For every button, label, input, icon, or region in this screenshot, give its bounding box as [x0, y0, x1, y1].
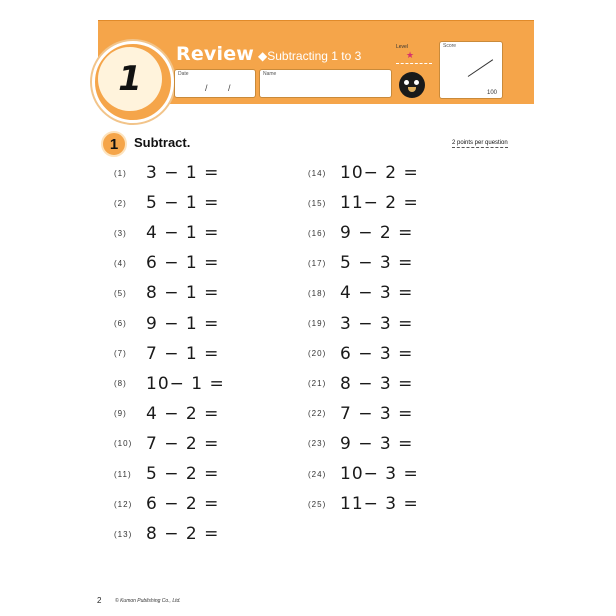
problem-expression: 10− 3 =: [340, 464, 419, 484]
problem-expression: 9 − 2 =: [340, 223, 414, 244]
problem-row: [308, 314, 413, 334]
problem-row: [114, 314, 219, 334]
score-label: Score: [443, 43, 457, 49]
problem-expression: 6 − 2 =: [146, 494, 220, 515]
problem-expression: 7 − 3 =: [340, 403, 414, 424]
problem-expression: 5 − 2 =: [146, 464, 220, 484]
section-title: Subtract.: [134, 135, 191, 150]
problem-expression: 10− 2 =: [340, 163, 419, 183]
problem-row: [308, 253, 413, 273]
problem-number: (2): [114, 198, 127, 208]
problem-row: [114, 464, 219, 484]
problem-expression: 4 − 1 =: [146, 223, 220, 244]
mascot-left-eye: [404, 80, 409, 85]
problem-number: (9): [114, 409, 127, 419]
copyright-notice: © Kumon Publishing Co., Ltd.: [115, 598, 181, 604]
problem-expression: 3 − 3 =: [340, 313, 414, 334]
review-title: Review: [176, 43, 255, 65]
problem-number: (8): [114, 379, 127, 389]
problem-row: [114, 434, 219, 454]
problem-number: (7): [114, 349, 127, 359]
problem-number: (25): [308, 499, 327, 509]
problem-row: [114, 344, 219, 364]
mascot-icon: [399, 72, 425, 98]
problem-number: (22): [308, 409, 327, 419]
problem-number: (16): [308, 228, 327, 238]
problem-number: (23): [308, 439, 327, 449]
problem-expression: 6 − 1 =: [146, 253, 220, 274]
problem-row: [308, 223, 413, 243]
mascot-mouth: [408, 87, 416, 92]
problem-row: [114, 494, 219, 514]
problem-number: (13): [114, 529, 133, 539]
name-field[interactable]: [259, 69, 392, 98]
problem-number: (5): [114, 288, 127, 298]
problem-expression: 3 − 1 =: [146, 163, 220, 183]
problem-number: (20): [308, 349, 327, 359]
problem-number: (24): [308, 469, 327, 479]
score-max: 100: [486, 90, 497, 96]
level-label: Level: [396, 44, 408, 50]
problem-row: [308, 404, 413, 424]
problem-row: [308, 434, 413, 454]
problem-row: [114, 524, 219, 544]
problem-number: (15): [308, 198, 327, 208]
problem-expression: 9 − 1 =: [146, 313, 220, 334]
problem-number: (4): [114, 258, 127, 268]
problem-row: [114, 223, 219, 243]
problem-expression: 6 − 3 =: [340, 343, 414, 364]
problem-number: (12): [114, 499, 133, 509]
unit-number: 1: [118, 59, 142, 99]
problem-row: [114, 253, 219, 273]
score-divider: [468, 59, 493, 77]
name-label: Name: [263, 71, 277, 77]
date-label: Date: [178, 71, 189, 77]
problem-number: (21): [308, 379, 327, 389]
problem-number: (10): [114, 439, 133, 449]
problem-expression: 4 − 2 =: [146, 403, 220, 424]
problem-expression: 11− 2 =: [340, 193, 419, 214]
problem-expression: 5 − 1 =: [146, 193, 220, 214]
problem-row: [114, 163, 219, 183]
unit-badge: [98, 47, 162, 111]
section-number-badge: 1: [101, 131, 127, 157]
level-divider: [396, 63, 432, 64]
score-field[interactable]: [439, 41, 503, 99]
problem-row: [308, 283, 413, 303]
problem-number: (3): [114, 228, 127, 238]
problem-number: (14): [308, 168, 327, 178]
problem-number: (1): [114, 168, 127, 178]
page-number: 2: [97, 596, 102, 605]
problem-number: (11): [114, 469, 132, 479]
problem-number: (6): [114, 319, 127, 328]
problem-row: [308, 344, 413, 364]
problem-row: [308, 163, 419, 183]
problem-expression: 5 − 3 =: [340, 253, 414, 274]
problem-expression: 8 − 3 =: [340, 373, 414, 394]
problem-expression: 11− 3 =: [340, 494, 419, 515]
level-star-icon: ★: [406, 50, 415, 60]
problem-expression: 10− 1 =: [146, 373, 225, 394]
problem-expression: 9 − 3 =: [340, 433, 414, 454]
review-subtitle: ◆Subtracting 1 to 3: [258, 49, 362, 63]
date-field[interactable]: [174, 69, 256, 98]
problem-row: [114, 193, 219, 213]
mascot-right-eye: [414, 80, 419, 85]
problem-row: [308, 494, 419, 514]
problem-row: [114, 283, 219, 303]
problem-row: [308, 464, 419, 484]
points-note: 2 points per question: [452, 140, 508, 146]
problem-row: [114, 404, 219, 424]
problem-expression: 8 − 2 =: [146, 524, 220, 545]
date-slashes: / /: [205, 83, 231, 93]
problem-row: [308, 193, 419, 213]
problem-number: (19): [308, 319, 327, 328]
problem-expression: 7 − 2 =: [146, 433, 220, 454]
problem-expression: 7 − 1 =: [146, 343, 220, 364]
header-top-line: [98, 20, 534, 21]
problem-number: (17): [308, 258, 327, 268]
problem-expression: 4 − 3 =: [340, 283, 414, 304]
problem-row: [114, 374, 225, 394]
problem-number: (18): [308, 288, 327, 298]
problem-row: [308, 374, 413, 394]
problem-expression: 8 − 1 =: [146, 283, 220, 304]
